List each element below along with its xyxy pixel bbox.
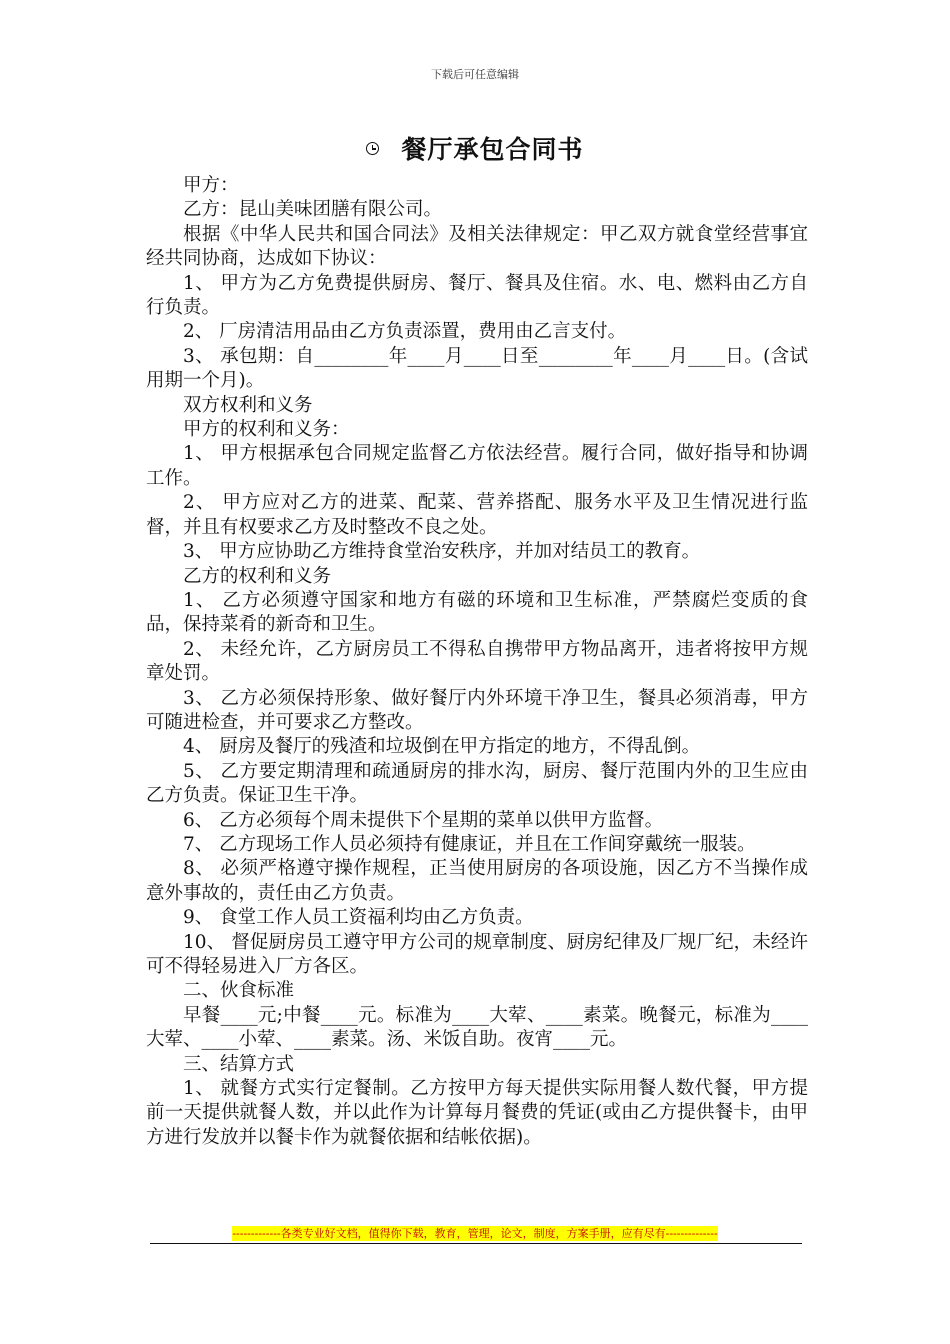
clause-paragraph: 3、 承包期：自________年____月____日至________年____月____日。(含试用期一个月)。	[146, 345, 808, 392]
footer-note-text: -------------各类专业好文档，值得你下载，教育，管理，论文，制度，方案手册，应有尽有--------------	[232, 1227, 718, 1240]
section-heading: 甲方的权利和义务：	[183, 419, 350, 441]
clause-paragraph: 1、 就餐方式实行定餐制。乙方按甲方每天提供实际用餐人数代餐，甲方提前一天提供就餐人数，并以此作为计算每月餐费的凭证(或由乙方提供餐卡，由甲方进行发放并以餐卡作为就餐依据和结帐依据)。	[146, 1078, 808, 1148]
party-b-line: 乙方：昆山美味团膳有限公司。	[183, 199, 443, 221]
footer-divider	[150, 1243, 802, 1244]
clause-paragraph: 1、 甲方为乙方免费提供厨房、餐厅、餐具及住宿。水、电、燃料由乙方自行负责。	[146, 272, 808, 319]
clause-paragraph: 4、 厨房及餐厅的残渣和垃圾倒在甲方指定的地方，不得乱倒。	[183, 736, 701, 758]
clause-paragraph: 10、 督促厨房员工遵守甲方公司的规章制度、厨房纪律及厂规厂纪，未经许可不得轻易进入厂方各区。	[146, 931, 808, 977]
clock-icon	[366, 142, 379, 155]
header-note: 下载后可任意编辑	[431, 68, 519, 81]
meal-standard-paragraph: 早餐____元;中餐____元。标准为____大荤、____素菜。晚餐元，标准为____大荤、____小荤、____素菜。汤、米饭自助。夜宵____元。	[146, 1004, 808, 1051]
contract-body	[146, 174, 808, 1150]
preamble-paragraph: 根据《中华人民共和国合同法》及相关法律规定：甲乙双方就食堂经营事宜经共同协商，达成如下协议：	[146, 223, 808, 270]
clause-paragraph: 1、 甲方根据承包合同规定监督乙方依法经营。履行合同，做好指导和协调工作。	[146, 443, 808, 489]
clause-paragraph: 7、 乙方现场工作人员必须持有健康证，并且在工作间穿戴统一服装。	[183, 833, 756, 855]
page-title: 餐厅承包合同书	[401, 135, 584, 164]
clause-paragraph: 9、 食堂工作人员工资福利均由乙方负责。	[183, 907, 534, 929]
section-heading: 乙方的权利和义务	[183, 565, 332, 587]
section-heading: 二、伙食标准	[183, 980, 295, 1002]
clause-paragraph: 6、 乙方必须每个周未提供下个星期的菜单以供甲方监督。	[183, 809, 664, 831]
title-row	[0, 130, 950, 166]
footer-note	[150, 1225, 800, 1241]
section-heading: 双方权利和义务	[183, 394, 313, 416]
clause-paragraph: 1、 乙方必须遵守国家和地方有磁的环境和卫生标准，严禁腐烂变质的食品，保持菜肴的新奇和卫生。	[146, 589, 808, 636]
clause-paragraph: 3、 甲方应协助乙方维持食堂治安秩序，并加对结员工的教育。	[183, 541, 701, 563]
clause-paragraph: 2、 甲方应对乙方的进菜、配菜、营养搭配、服务水平及卫生情况进行监督，并且有权要求乙方及时整改不良之处。	[146, 492, 808, 538]
clause-paragraph: 8、 必须严格遵守操作规程，正当使用厨房的各项设施，因乙方不当操作成意外事故的，责任由乙方负责。	[146, 858, 808, 904]
clause-paragraph: 2、 未经允许，乙方厨房员工不得私自携带甲方物品离开，违者将按甲方规章处罚。	[146, 638, 808, 685]
section-heading: 三、结算方式	[183, 1053, 295, 1075]
clause-paragraph: 3、 乙方必须保持形象、做好餐厅内外环境干净卫生，餐具必须消毒，甲方可随进检查，并可要求乙方整改。	[146, 687, 808, 733]
clause-paragraph: 2、 厂房清洁用品由乙方负责添置，费用由乙言支付。	[183, 321, 627, 343]
party-a-line: 甲方：	[183, 175, 239, 196]
clause-paragraph: 5、 乙方要定期清理和疏通厨房的排水沟，厨房、餐厅范围内外的卫生应由乙方负责。保证卫生干净。	[146, 760, 808, 807]
